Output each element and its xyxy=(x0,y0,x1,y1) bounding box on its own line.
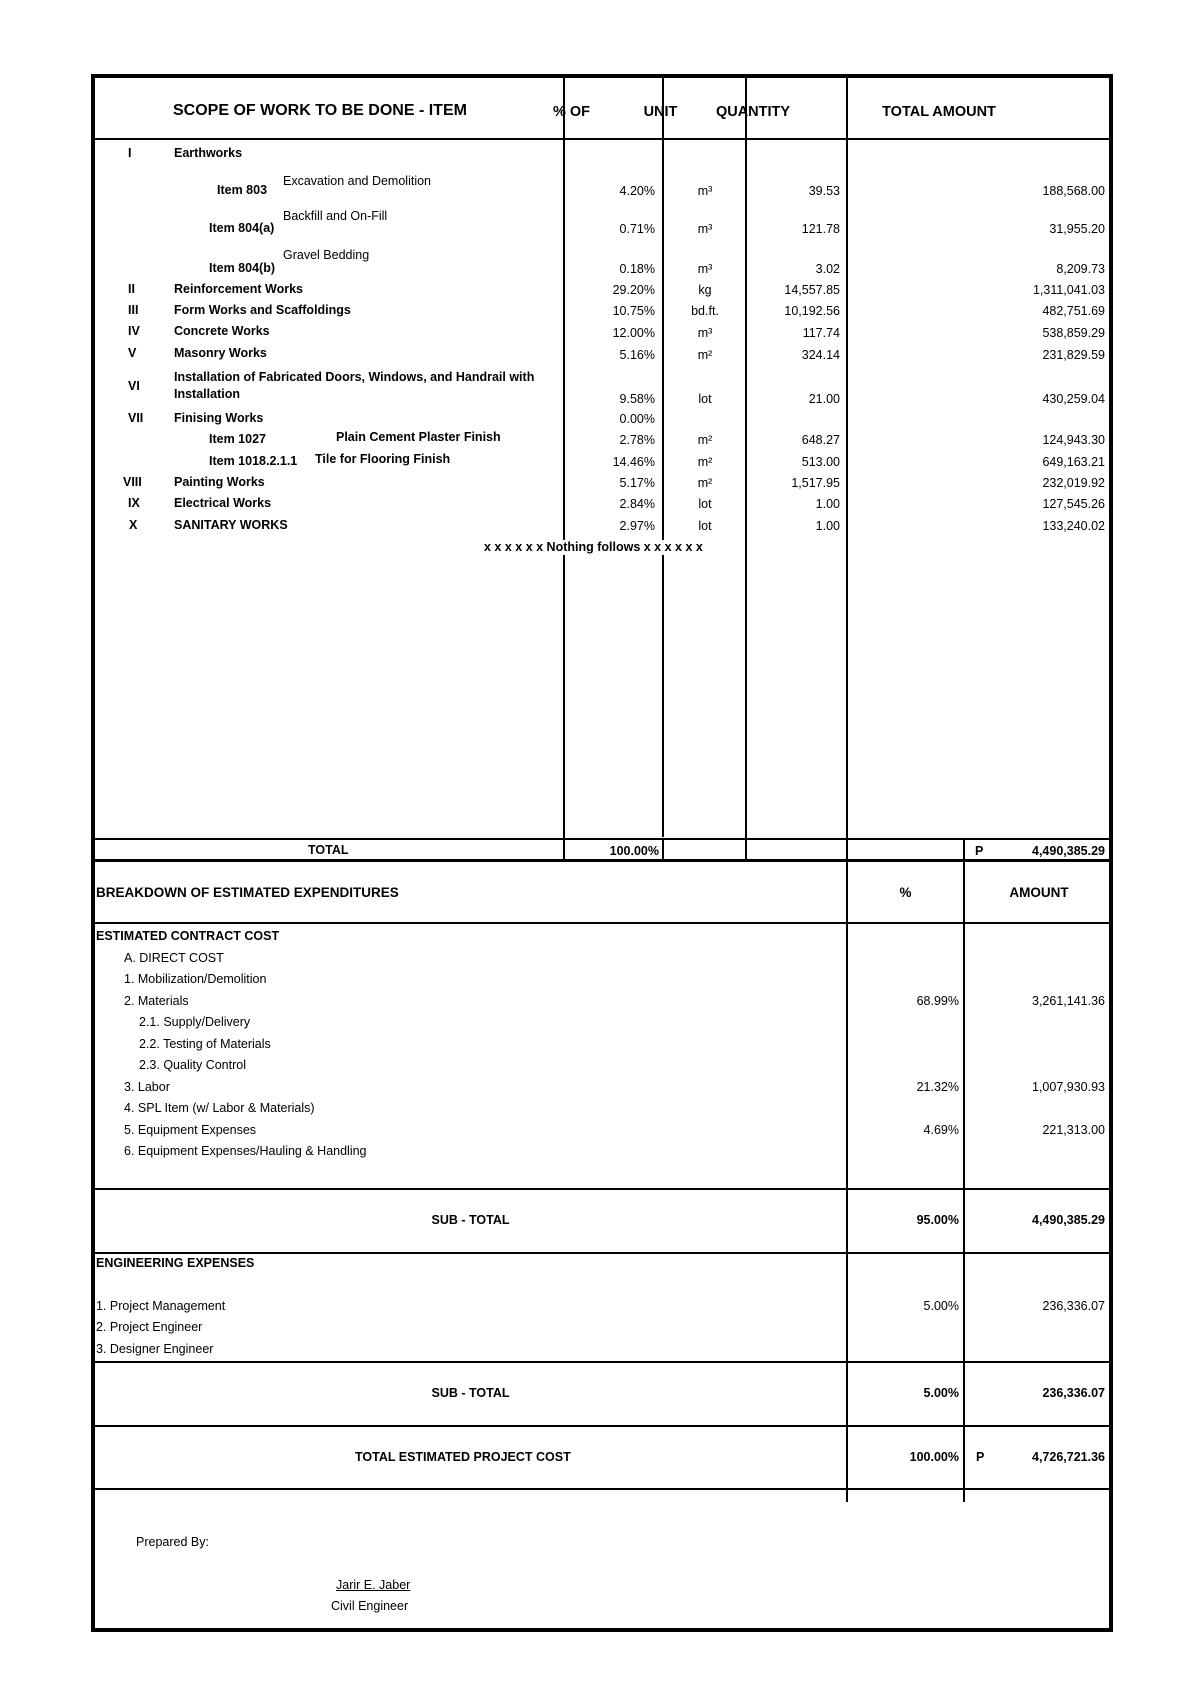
item-unit: kg xyxy=(698,283,712,297)
item-qty: 121.78 xyxy=(801,222,840,236)
header-total-amount: TOTAL AMOUNT xyxy=(882,104,996,120)
item-amount: 649,163.21 xyxy=(1042,455,1105,469)
header-quantity: QUANTITY xyxy=(715,104,791,120)
item-roman: VII xyxy=(128,411,144,425)
item-unit: m³ xyxy=(697,326,713,340)
item-desc: Plain Cement Plaster Finish xyxy=(336,430,501,444)
item-pct: 0.00% xyxy=(619,412,655,426)
section-line xyxy=(95,1425,1109,1427)
item-qty: 324.14 xyxy=(801,348,840,362)
section-line xyxy=(95,1361,1109,1363)
breakdown-amount-header: AMOUNT xyxy=(1009,885,1069,900)
item-qty: 117.74 xyxy=(802,326,840,340)
header-pct: % OF xyxy=(552,104,591,120)
engineering-amount: 236,336.07 xyxy=(1042,1299,1105,1313)
total-amount: 4,490,385.29 xyxy=(1032,844,1105,858)
total-col-line xyxy=(563,838,565,859)
breakdown-line: 1. Mobilization/Demolition xyxy=(124,972,267,986)
item-code: Item 804(a) xyxy=(209,221,275,235)
item-desc: SANITARY WORKS xyxy=(174,518,288,532)
item-desc: Installation of Fabricated Doors, Windows, and Handrail with xyxy=(174,370,535,384)
item-qty: 1.00 xyxy=(815,519,840,533)
engineering-line: 2. Project Engineer xyxy=(96,1320,203,1334)
item-desc: Concrete Works xyxy=(174,324,270,338)
breakdown-amount: 3,261,141.36 xyxy=(1032,994,1105,1008)
item-amount: 430,259.04 xyxy=(1042,392,1105,406)
item-roman: IX xyxy=(128,496,140,510)
breakdown-line: 6. Equipment Expenses/Hauling & Handling xyxy=(124,1144,367,1158)
item-qty: 14,557.85 xyxy=(784,283,840,297)
cost-estimate-sheet xyxy=(91,74,1113,1632)
item-unit: m² xyxy=(697,455,713,469)
item-pct: 0.71% xyxy=(619,222,655,236)
breakdown-header-line xyxy=(95,922,1109,924)
item-roman: V xyxy=(128,346,137,360)
subtotal-pct: 5.00% xyxy=(923,1386,959,1400)
engineering-line: 3. Designer Engineer xyxy=(96,1342,214,1356)
item-amount: 188,568.00 xyxy=(1042,184,1105,198)
item-desc: Painting Works xyxy=(174,475,265,489)
item-desc: Reinforcement Works xyxy=(174,282,303,296)
item-desc: Excavation and Demolition xyxy=(283,174,431,188)
breakdown-line: 2.3. Quality Control xyxy=(139,1058,246,1072)
direct-cost-label: A. DIRECT COST xyxy=(124,951,224,965)
breakdown-line: 5. Equipment Expenses xyxy=(124,1123,257,1137)
item-qty: 10,192.56 xyxy=(784,304,840,318)
item-qty: 1.00 xyxy=(815,497,840,511)
item-unit: m² xyxy=(697,348,713,362)
section-line xyxy=(95,1252,1109,1254)
breakdown-line: 4. SPL Item (w/ Labor & Materials) xyxy=(124,1101,315,1115)
item-amount: 133,240.02 xyxy=(1042,519,1105,533)
item-desc: Form Works and Scaffoldings xyxy=(174,303,351,317)
total-currency: P xyxy=(975,844,984,858)
item-desc: Tile for Flooring Finish xyxy=(315,452,451,466)
item-pct: 10.75% xyxy=(612,304,655,318)
item-desc-cont: Installation xyxy=(174,387,240,401)
item-unit: m³ xyxy=(697,222,713,236)
item-unit: m² xyxy=(697,433,713,447)
item-pct: 2.97% xyxy=(619,519,655,533)
item-desc: Masonry Works xyxy=(174,346,267,360)
item-desc: Electrical Works xyxy=(174,496,272,510)
total-top-line xyxy=(95,838,1109,840)
item-pct: 5.16% xyxy=(619,348,655,362)
item-pct: 12.00% xyxy=(612,326,655,340)
item-amount: 538,859.29 xyxy=(1042,326,1105,340)
item-unit: lot xyxy=(698,497,712,511)
item-qty: 21.00 xyxy=(808,392,840,406)
total-pct: 100.00% xyxy=(609,844,659,858)
subtotal-label: SUB - TOTAL xyxy=(431,1213,510,1227)
item-unit: m³ xyxy=(697,184,713,198)
item-amount: 231,829.59 xyxy=(1042,348,1105,362)
item-pct: 0.18% xyxy=(619,262,655,276)
item-unit: lot xyxy=(698,392,712,406)
item-amount: 482,751.69 xyxy=(1042,304,1105,318)
engineering-pct: 5.00% xyxy=(923,1299,959,1313)
total-col-line xyxy=(745,838,747,859)
breakdown-amount: 1,007,930.93 xyxy=(1032,1080,1105,1094)
breakdown-amount: 221,313.00 xyxy=(1042,1123,1105,1137)
section-line xyxy=(95,1488,1109,1490)
breakdown-line: 2.1. Supply/Delivery xyxy=(139,1015,251,1029)
breakdown-line: 3. Labor xyxy=(124,1080,170,1094)
grand-total-currency: P xyxy=(976,1450,985,1464)
item-code: Item 803 xyxy=(217,183,268,197)
total-col-line xyxy=(662,838,664,859)
total-col-line xyxy=(846,838,848,859)
nothing-follows-note: x x x x x x Nothing follows x x x x x x xyxy=(484,540,703,554)
breakdown-pct: 4.69% xyxy=(923,1123,959,1137)
item-code: Item 1018.2.1.1 xyxy=(209,454,298,468)
item-roman: VIII xyxy=(123,475,142,489)
preparer-name: Jarir E. Jaber xyxy=(336,1578,411,1592)
item-pct: 9.58% xyxy=(619,392,655,406)
item-amount: 31,955.20 xyxy=(1049,222,1105,236)
item-roman: II xyxy=(128,282,135,296)
header-divider xyxy=(95,138,1109,140)
item-amount: 232,019.92 xyxy=(1042,476,1105,490)
item-pct: 5.17% xyxy=(619,476,655,490)
item-desc: Backfill and On-Fill xyxy=(283,209,388,223)
preparer-title: Civil Engineer xyxy=(331,1599,409,1613)
col-line-4 xyxy=(846,78,848,838)
item-unit: m³ xyxy=(697,262,713,276)
grand-total-pct: 100.00% xyxy=(909,1450,959,1464)
breakdown-pct-header: % xyxy=(899,885,912,900)
breakdown-line: 2. Materials xyxy=(124,994,189,1008)
item-amount: 127,545.26 xyxy=(1042,497,1105,511)
total-col-line xyxy=(963,838,965,859)
grand-total-label: TOTAL ESTIMATED PROJECT COST xyxy=(355,1450,571,1464)
prepared-by-label: Prepared By: xyxy=(136,1535,209,1549)
item-unit: bd.ft. xyxy=(691,304,719,318)
item-pct: 4.20% xyxy=(619,184,655,198)
item-roman: I xyxy=(128,146,132,160)
item-roman: IV xyxy=(128,324,140,338)
item-unit: lot xyxy=(698,519,712,533)
item-desc: Finising Works xyxy=(174,411,264,425)
item-amount: 1,311,041.03 xyxy=(1032,283,1105,297)
breakdown-title: BREAKDOWN OF ESTIMATED EXPENDITURES xyxy=(96,885,399,900)
item-qty: 648.27 xyxy=(801,433,840,447)
grand-total-amount: 4,726,721.36 xyxy=(1032,1450,1105,1464)
item-pct: 2.84% xyxy=(619,497,655,511)
item-roman: VI xyxy=(128,379,140,393)
item-amount: 124,943.30 xyxy=(1042,433,1105,447)
header-scope: SCOPE OF WORK TO BE DONE - ITEM xyxy=(173,102,467,119)
breakdown-pct: 21.32% xyxy=(916,1080,959,1094)
item-roman: X xyxy=(129,518,138,532)
item-code: Item 804(b) xyxy=(209,261,275,275)
item-qty: 513.00 xyxy=(801,455,840,469)
header-unit: UNIT xyxy=(643,104,678,120)
item-pct: 14.46% xyxy=(612,455,655,469)
contract-cost-label: ESTIMATED CONTRACT COST xyxy=(96,929,280,943)
subtotal-pct: 95.00% xyxy=(916,1213,959,1227)
item-roman: III xyxy=(128,303,139,317)
engineering-title: ENGINEERING EXPENSES xyxy=(96,1256,255,1270)
subtotal-label: SUB - TOTAL xyxy=(431,1386,510,1400)
item-amount: 8,209.73 xyxy=(1056,262,1105,276)
breakdown-pct: 68.99% xyxy=(916,994,959,1008)
engineering-line: 1. Project Management xyxy=(96,1299,226,1313)
total-bottom-line xyxy=(95,859,1109,862)
item-code: Item 1027 xyxy=(209,432,266,446)
breakdown-col-line xyxy=(963,859,965,1502)
item-qty: 1,517.95 xyxy=(791,476,840,490)
item-pct: 29.20% xyxy=(612,283,655,297)
breakdown-col-line xyxy=(846,859,848,1502)
section-line xyxy=(95,1188,1109,1190)
item-unit: m² xyxy=(697,476,713,490)
item-qty: 39.53 xyxy=(808,184,840,198)
subtotal-amount: 236,336.07 xyxy=(1042,1386,1105,1400)
item-pct: 2.78% xyxy=(619,433,655,447)
item-qty: 3.02 xyxy=(815,262,840,276)
subtotal-amount: 4,490,385.29 xyxy=(1032,1213,1105,1227)
item-desc: Earthworks xyxy=(174,146,243,160)
item-desc: Gravel Bedding xyxy=(283,248,370,262)
total-label: TOTAL xyxy=(308,843,349,857)
breakdown-line: 2.2. Testing of Materials xyxy=(139,1037,271,1051)
